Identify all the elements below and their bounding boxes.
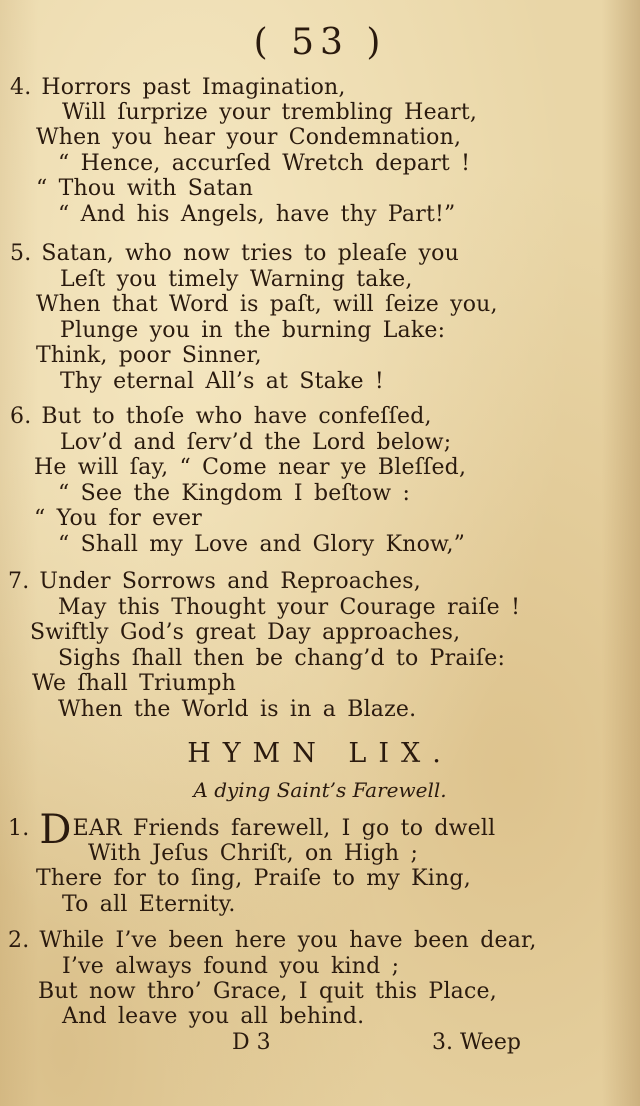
verse-line: “ Shall my Love and Glory Know,” [58, 532, 466, 557]
verse-line: Lov’d and ſerv’d the Lord below; [60, 430, 452, 455]
verse-line: “ Hence, accurſed Wretch depart ! [58, 151, 471, 176]
verse-line: And leave you all behind. [62, 1004, 365, 1029]
verse-line: Will ſurprize your trembling Heart, [62, 100, 478, 125]
hymn-subtitle: A dying Saint’s Farewell. [193, 778, 447, 802]
verse-line: To all Eternity. [62, 892, 236, 917]
verse-line: But now thro’ Grace, I quit this Place, [38, 979, 497, 1004]
verse-line: Sighs ſhall then be chang’d to Praiſe: [58, 646, 506, 671]
verse-line: “ See the Kingdom I beſtow : [58, 481, 411, 506]
verse-line [10, 75, 346, 101]
verse-line [8, 569, 421, 595]
verse-line: Think, poor Sinner, [36, 343, 262, 368]
signature-mark: D 3 [232, 1030, 271, 1055]
stanza-number: 7. [8, 569, 30, 594]
verse-line: I’ve always found you kind ; [62, 954, 400, 979]
verse-line: We ſhall Triumph [32, 671, 237, 696]
verse-text: But to thoſe who have confeſſed, [41, 404, 432, 429]
verse-text: EAR Friends farewell, I go to dwell [72, 816, 496, 841]
stanza-number: 1. [8, 816, 30, 841]
verse-line: May this Thought your Courage raiſe ! [58, 595, 521, 620]
hymn-title: HYMN LIX. [187, 738, 453, 769]
verse-line [8, 807, 496, 853]
verse-text: Horrors past Imagination, [41, 75, 346, 100]
stanza-number: 4. [10, 75, 32, 100]
verse-line: When that Word is paſt, will ſeize you, [36, 292, 498, 317]
page-number: ( 53 ) [253, 22, 387, 63]
verse-line: There for to ſing, Praiſe to my King, [36, 866, 471, 891]
verse-line: With Jeſus Chriſt, on High ; [88, 841, 419, 866]
verse-line: Swiftly God’s great Day approaches, [30, 620, 461, 645]
drop-cap: D [39, 807, 72, 853]
catchword: 3. Weep [432, 1030, 521, 1055]
stanza-number: 6. [10, 404, 32, 429]
verse-line: Plunge you in the burning Lake: [60, 318, 446, 343]
verse-text: While I’ve been here you have been dear, [39, 928, 537, 953]
verse-line [10, 241, 459, 267]
verse-line [8, 928, 537, 954]
stanza-number: 5. [10, 241, 32, 266]
verse-line: He will ſay, “ Come near ye Bleſſed, [34, 455, 467, 480]
verse-line [10, 404, 432, 430]
verse-text: Under Sorrows and Reproaches, [39, 569, 421, 594]
verse-line: When you hear your Condemnation, [36, 125, 462, 150]
verse-line: “ Thou with Satan [36, 176, 254, 201]
stanza-number: 2. [8, 928, 30, 953]
verse-line: When the World is in a Blaze. [58, 697, 417, 722]
verse-line: “ You for ever [34, 506, 202, 531]
verse-line: Thy eternal All’s at Stake ! [60, 369, 384, 394]
verse-line: Leſt you timely Warning take, [60, 267, 413, 292]
verse-line: “ And his Angels, have thy Part!” [58, 202, 456, 227]
verse-text: Satan, who now tries to pleaſe you [41, 241, 459, 266]
